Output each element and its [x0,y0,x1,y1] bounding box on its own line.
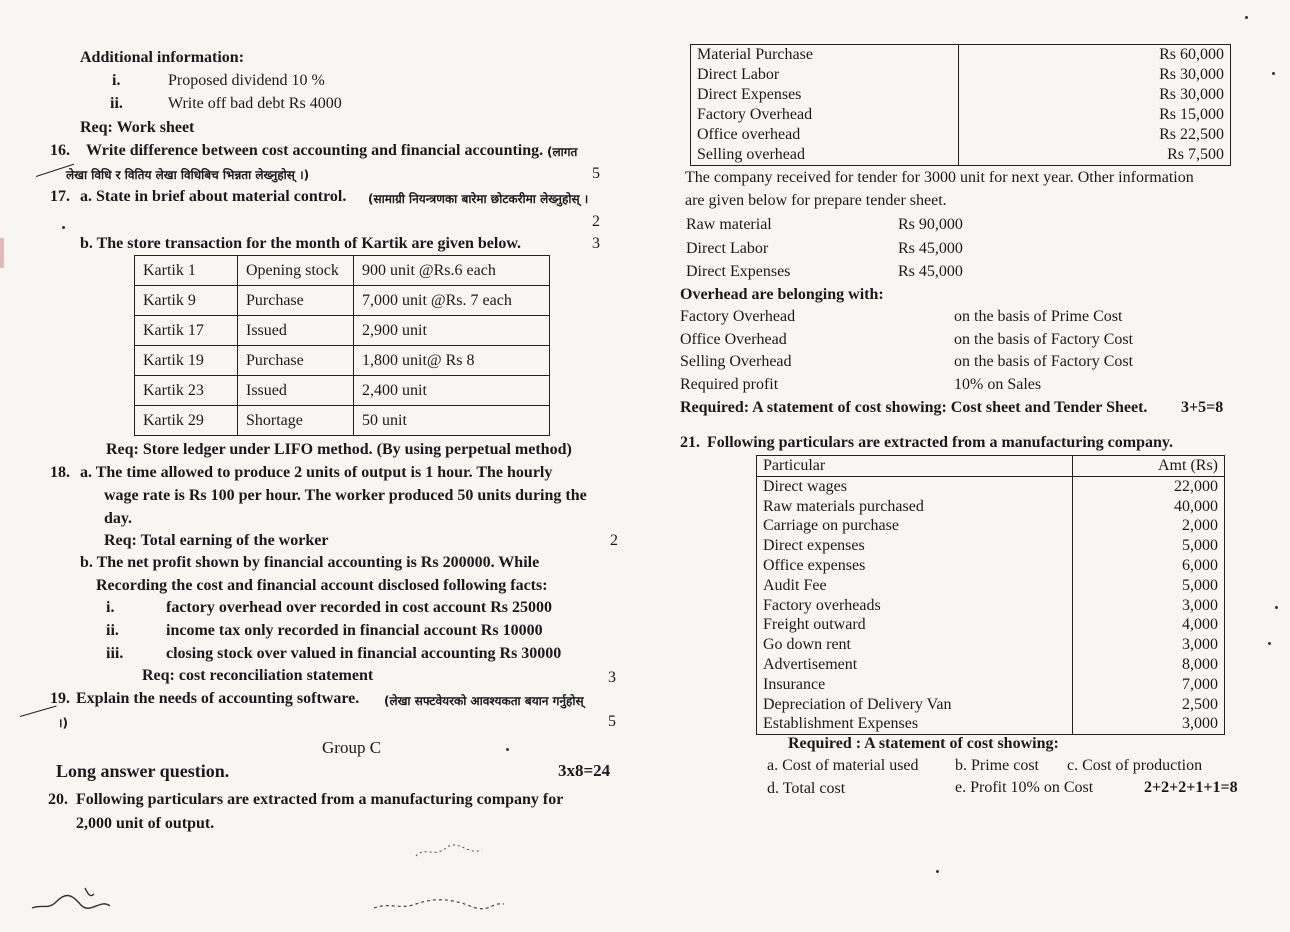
q19-nepali-a: (लेखा सफ्टवेयरको आवश्यकता बयान गर्नुहोस् [384,694,584,708]
q18-a-requirement: Req: Total earning of the worker [104,532,329,549]
table-row [691,125,1231,145]
q17-a-nepali: (सामाग्री नियन्त्रणका बारेमा छोटकरीमा लेख्नुहोस् । [368,192,589,206]
table-row [757,596,1225,616]
q20-line: Following particulars are extracted from a manufacturing company for [76,791,564,808]
item-cell: Direct Expenses [691,85,959,105]
table-row [135,346,550,376]
amount-cell: Rs 22,500 [959,125,1231,145]
amount-cell: 3,000 [1073,635,1225,655]
amount-cell: Rs 60,000 [959,45,1231,66]
edge-mark [0,238,4,268]
date-cell: Kartik 1 [135,256,238,286]
detail-cell: 2,400 unit [354,376,550,406]
type-cell: Purchase [238,346,354,376]
scan-dot [1245,16,1248,19]
pen-mark [20,706,57,717]
group-heading: Group C [322,738,382,757]
overhead-item: Selling Overhead [680,353,792,370]
table-row [757,497,1225,517]
item-cell: Factory Overhead [691,105,959,125]
tender-amount: Rs 45,000 [898,240,963,257]
amount-cell: 5,000 [1073,536,1225,556]
additional-item-num: i. [112,72,121,89]
item-cell: Audit Fee [757,576,1073,596]
scan-dot [1272,72,1275,75]
amount-cell: Rs 30,000 [959,85,1231,105]
q21-number: 21. [680,434,700,451]
amount-cell: 40,000 [1073,497,1225,517]
type-cell: Purchase [238,286,354,316]
type-cell: Opening stock [238,256,354,286]
amount-cell: Rs 15,000 [959,105,1231,125]
table-row [135,286,550,316]
scan-dot [1268,642,1271,645]
q16-text: Write difference between cost accounting and financial accounting. [86,142,544,159]
long-answer-marks: 3x8=24 [558,761,611,780]
q17-a-text: a. State in brief about material control. [80,188,347,205]
q19-nepali-b: ।) [58,716,69,730]
additional-info-title: Additional information: [80,49,245,66]
table-row [691,85,1231,105]
q21-req-d: d. Total cost [767,780,846,797]
table-row [135,376,550,406]
q18-b-item-num: ii. [106,622,119,639]
q16-number: 16. [50,142,70,159]
detail-cell: 1,800 unit@ Rs 8 [354,346,550,376]
q20-number: 20. [48,791,68,808]
q18-b-line: Recording the cost and financial account disclosed following facts: [96,577,548,594]
overhead-item: Required profit [680,376,779,393]
q20-line: 2,000 unit of output. [76,815,215,832]
q18-a-line: a. The time allowed to produce 2 units of output is 1 hour. The hourly [80,464,553,481]
item-cell: Insurance [757,675,1073,695]
q17-requirement: Req: Store ledger under LIFO method. (By using perpetual method) [106,441,572,458]
item-cell: Office expenses [757,556,1073,576]
detail-cell: 50 unit [354,406,550,436]
signature-mark [410,838,490,864]
date-cell: Kartik 17 [135,316,238,346]
long-answer-heading: Long answer question. [56,761,230,781]
q19-number: 19. [50,690,70,707]
item-cell: Freight outward [757,615,1073,635]
overhead-item: Factory Overhead [680,308,796,325]
item-cell: Selling overhead [691,145,959,166]
item-cell: Depreciation of Delivery Van [757,695,1073,715]
header-particular: Particular [757,456,1073,477]
signature-mark [370,888,510,918]
overhead-basis: on the basis of Factory Cost [954,331,1134,348]
scan-dot [1275,606,1278,609]
type-cell: Issued [238,376,354,406]
q20-marks: 3+5=8 [1181,399,1224,416]
table-header-row [757,456,1225,477]
table-row [757,576,1225,596]
table-row [691,65,1231,85]
type-cell: Issued [238,316,354,346]
q18-b-marks: 3 [608,669,616,686]
item-cell: Material Purchase [691,45,959,66]
worksheet-requirement: Req: Work sheet [80,119,195,136]
amount-cell: 2,000 [1073,516,1225,536]
table-row [757,476,1225,496]
q17-b-marks: 3 [592,235,600,252]
q17-number: 17. [50,188,70,205]
amount-cell: 7,000 [1073,675,1225,695]
q19-marks: 5 [608,713,616,730]
q20-required: Required: A statement of cost showing: Cost sheet and Tender Sheet. [680,399,1148,416]
q17-a-marks: 2 [592,213,600,230]
tender-amount: Rs 45,000 [898,263,963,280]
tender-item: Direct Expenses [686,263,791,280]
item-cell: Office overhead [691,125,959,145]
table-row [757,635,1225,655]
table-row [757,695,1225,715]
detail-cell: 7,000 unit @Rs. 7 each [354,286,550,316]
scan-dot [62,226,65,229]
item-cell: Direct expenses [757,536,1073,556]
date-cell: Kartik 29 [135,406,238,436]
q20-cost-table [690,44,1231,166]
amount-cell: 3,000 [1073,596,1225,616]
amount-cell: 6,000 [1073,556,1225,576]
amount-cell: 22,000 [1073,476,1225,496]
tender-line: The company received for tender for 3000 unit for next year. Other information [685,169,1194,186]
q17-b-text: b. The store transaction for the month of Kartik are given below. [80,235,522,252]
item-cell: Go down rent [757,635,1073,655]
table-row [757,655,1225,675]
table-row [757,675,1225,695]
q21-req-e: e. Profit 10% on Cost [955,779,1094,796]
table-row [757,714,1225,734]
scan-dot [506,748,509,751]
amount-cell: 4,000 [1073,615,1225,635]
table-row [135,256,550,286]
header-amount: Amt (Rs) [1073,456,1225,477]
tender-item: Direct Labor [686,240,769,257]
q19-text: Explain the needs of accounting software. [76,690,360,707]
q18-a-line: wage rate is Rs 100 per hour. The worker produced 50 units during the [104,487,587,504]
detail-cell: 2,900 unit [354,316,550,346]
q21-req-a: a. Cost of material used [767,757,919,774]
amount-cell: 3,000 [1073,714,1225,734]
q18-b-requirement: Req: cost reconciliation statement [142,667,374,684]
q18-b-item-text: factory overhead over recorded in cost account Rs 25000 [166,599,552,616]
tender-line: are given below for prepare tender sheet. [685,192,947,209]
q21-text: Following particulars are extracted from a manufacturing company. [707,434,1174,451]
overhead-basis: 10% on Sales [954,376,1042,393]
q18-b-item-num: i. [106,599,115,616]
amount-cell: 5,000 [1073,576,1225,596]
table-row [135,316,550,346]
table-row [135,406,550,436]
item-cell: Establishment Expenses [757,714,1073,734]
q21-marks: 2+2+2+1+1=8 [1144,779,1238,796]
store-transaction-table [134,255,550,436]
table-row [757,615,1225,635]
additional-item-text: Proposed dividend 10 % [168,72,325,89]
overhead-basis: on the basis of Prime Cost [954,308,1123,325]
signature-mark [30,880,130,920]
date-cell: Kartik 23 [135,376,238,406]
table-row [757,556,1225,576]
q21-req-b: b. Prime cost [955,757,1039,774]
table-row [691,105,1231,125]
table-row [691,45,1231,66]
item-cell: Advertisement [757,655,1073,675]
date-cell: Kartik 9 [135,286,238,316]
q16-nepali-a: (लागत [547,145,578,159]
q18-b-item-text: closing stock over valued in financial accounting Rs 30000 [166,645,562,662]
q16-marks: 5 [592,165,600,182]
overhead-basis: on the basis of Factory Cost [954,353,1134,370]
q16-nepali-b: लेखा विधि र वितिय लेखा विधिबिच भिन्नता लेख्नुहोस् ।) [66,168,310,182]
amount-cell: Rs 7,500 [959,145,1231,166]
q21-req-c: c. Cost of production [1067,757,1203,774]
additional-item-text: Write off bad debt Rs 4000 [168,95,342,112]
detail-cell: 900 unit @Rs.6 each [354,256,550,286]
item-cell: Factory overheads [757,596,1073,616]
q21-required: Required : A statement of cost showing: [788,735,1059,752]
overhead-item: Office Overhead [680,331,787,348]
table-row [757,536,1225,556]
additional-item-num: ii. [110,95,123,112]
amount-cell: Rs 30,000 [959,65,1231,85]
type-cell: Shortage [238,406,354,436]
scan-dot [936,870,939,873]
q21-particulars-table [756,455,1225,735]
amount-cell: 8,000 [1073,655,1225,675]
overhead-title: Overhead are belonging with: [680,286,884,303]
tender-item: Raw material [686,216,772,233]
q18-a-marks: 2 [610,532,618,549]
item-cell: Direct wages [757,476,1073,496]
q18-a-line: day. [104,510,133,527]
q18-number: 18. [50,464,70,481]
item-cell: Raw materials purchased [757,497,1073,517]
table-row [757,516,1225,536]
q18-b-item-num: iii. [106,645,124,662]
date-cell: Kartik 19 [135,346,238,376]
item-cell: Carriage on purchase [757,516,1073,536]
q18-b-item-text: income tax only recorded in financial account Rs 10000 [166,622,543,639]
table-row [691,145,1231,166]
item-cell: Direct Labor [691,65,959,85]
tender-amount: Rs 90,000 [898,216,963,233]
q18-b-line: b. The net profit shown by financial accounting is Rs 200000. While [80,554,540,571]
amount-cell: 2,500 [1073,695,1225,715]
